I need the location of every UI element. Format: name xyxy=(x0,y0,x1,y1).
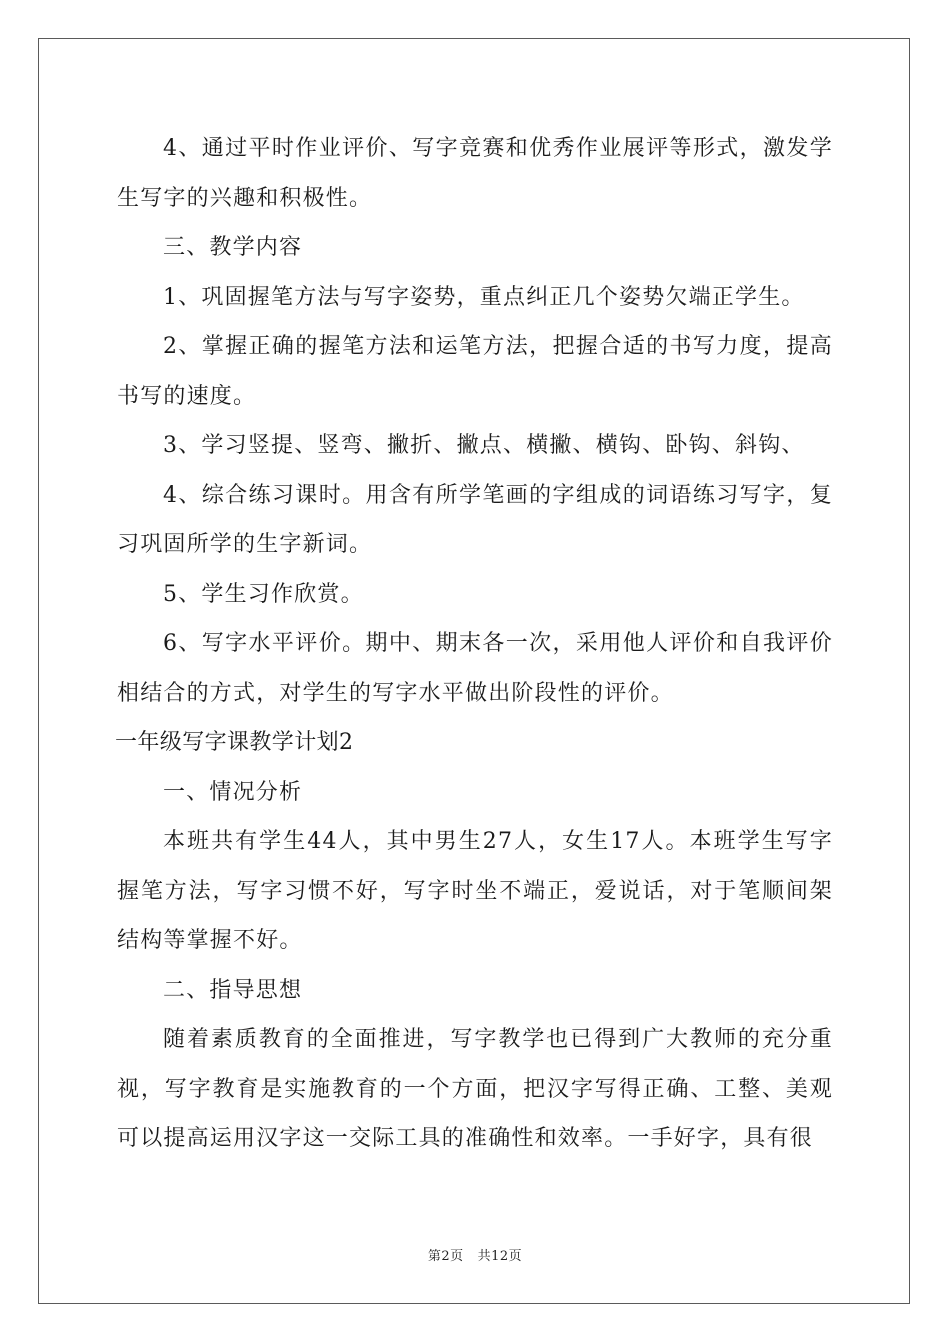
page-footer xyxy=(0,1245,950,1264)
section-heading-situation-analysis: 一、情况分析 xyxy=(163,779,303,805)
section-heading-teaching-content: 三、教学内容 xyxy=(163,235,303,260)
document-body xyxy=(117,124,833,1164)
paragraph-item-6: 6、写字水平评价。期中、期末各一次，采用他人评价和自我评价相结合的方式，对学生的写字水平做出阶段性的评价。 xyxy=(117,631,833,706)
section-heading-guiding-thought: 二、指导思想 xyxy=(163,977,303,1003)
page-total: 共12页 xyxy=(477,1249,523,1264)
paragraph-item-4: 4、通过平时作业评价、写字竞赛和优秀作业展评等形式，激发学生写字的兴趣和积极性。 xyxy=(117,136,833,211)
paragraph-item-1: 1、巩固握笔方法与写字姿势，重点纠正几个姿势欠端正学生。 xyxy=(163,284,805,310)
page-number: 第2页 xyxy=(427,1249,464,1264)
paragraph-item-4b: 4、综合练习课时。用含有所学笔画的字组成的词语练习写字，复习巩固所学的生字新词。 xyxy=(117,482,833,557)
document-section-title: 一年级写字课教学计划2 xyxy=(115,730,354,755)
paragraph-class-info: 本班共有学生44人，其中男生27人，女生17人。本班学生写字握笔方法，写字习惯不好，写字时坐不端正，爱说话，对于笔顺间架结构等掌握不好。 xyxy=(117,829,833,953)
paragraph-item-3: 3、学习竖提、竖弯、撇折、撇点、横撇、横钩、卧钩、斜钩、 xyxy=(163,433,805,458)
paragraph-item-2: 2、掌握正确的握笔方法和运笔方法，把握合适的书写力度，提高书写的速度。 xyxy=(117,334,833,409)
paragraph-item-5: 5、学生习作欣赏。 xyxy=(163,581,364,607)
paragraph-guiding-thought: 随着素质教育的全面推进，写字教学也已得到广大教师的充分重视，写字教育是实施教育的一个方面，把汉字写得正确、工整、美观可以提高运用汉字这一交际工具的准确性和效率。一手好字，具有很 xyxy=(117,1027,833,1151)
